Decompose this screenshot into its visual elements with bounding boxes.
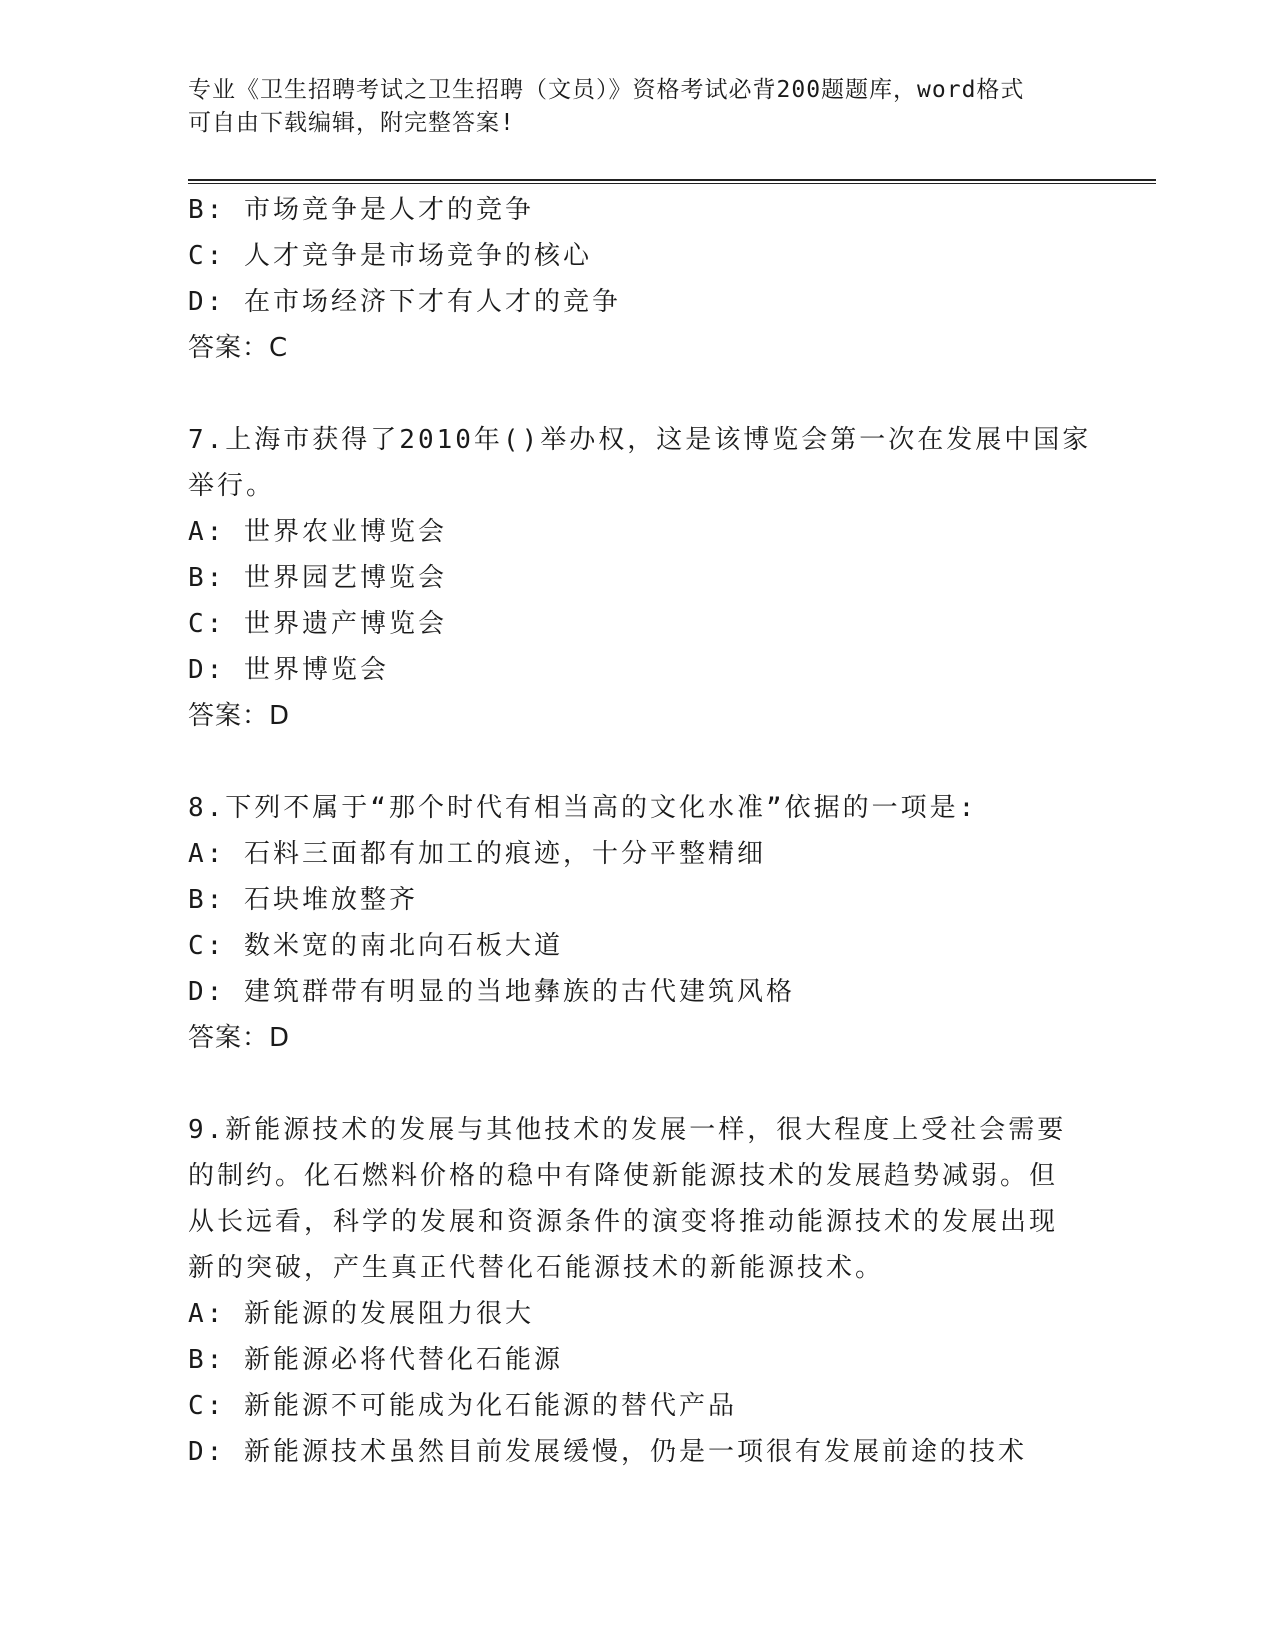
option-a: A: 新能源的发展阻力很大 — [188, 1299, 534, 1329]
question-stem: 举行。 — [188, 471, 276, 501]
option-b: B: 市场竞争是人才的竞争 — [188, 195, 534, 225]
header-title-line-1: 专业《卫生招聘考试之卫生招聘（文员）》资格考试必背200题题库，word格式 — [188, 77, 1025, 103]
option-b: B: 世界园艺博览会 — [188, 563, 447, 593]
answer: 答案：C — [188, 333, 289, 363]
question-8 — [188, 785, 1088, 1061]
question-9 — [188, 1107, 1088, 1475]
spacer — [188, 1061, 1088, 1107]
option-c: C: 世界遗产博览会 — [188, 609, 447, 639]
question-7 — [188, 417, 1092, 739]
option-c: C: 新能源不可能成为化石能源的替代产品 — [188, 1391, 737, 1421]
option-b: B: 石块堆放整齐 — [188, 885, 418, 915]
question-stem: 9.新能源技术的发展与其他技术的发展一样，很大程度上受社会需要 — [188, 1115, 1067, 1145]
spacer — [188, 739, 1088, 785]
question-list — [188, 187, 1092, 1475]
option-c: C: 数米宽的南北向石板大道 — [188, 931, 563, 961]
option-d: D: 在市场经济下才有人才的竞争 — [188, 287, 621, 317]
option-a: A: 世界农业博览会 — [188, 517, 447, 547]
answer: 答案：D — [188, 1023, 291, 1053]
option-d: D: 建筑群带有明显的当地彝族的古代建筑风格 — [188, 977, 795, 1007]
header-divider — [188, 179, 1156, 184]
option-c: C: 人才竞争是市场竞争的核心 — [188, 241, 592, 271]
option-a: A: 石料三面都有加工的痕迹，十分平整精细 — [188, 839, 766, 869]
answer: 答案：D — [188, 701, 291, 731]
question-stem: 从长远看，科学的发展和资源条件的演变将推动能源技术的发展出现 — [188, 1207, 1059, 1237]
question-stem: 的制约。化石燃料价格的稳中有降使新能源技术的发展趋势减弱。但 — [188, 1161, 1059, 1191]
header-title-line-2: 可自由下载编辑，附完整答案! — [188, 110, 515, 136]
question-6-continued — [188, 187, 1088, 371]
option-b: B: 新能源必将代替化石能源 — [188, 1345, 563, 1375]
page-header — [188, 74, 1068, 140]
question-stem: 8.下列不属于“那个时代有相当高的文化水准”依据的一项是: — [188, 793, 978, 823]
spacer — [188, 371, 1088, 417]
question-stem: 7.上海市获得了2010年()举办权，这是该博览会第一次在发展中国家 — [188, 425, 1092, 455]
question-stem: 新的突破，产生真正代替化石能源技术的新能源技术。 — [188, 1253, 885, 1283]
option-d: D: 新能源技术虽然目前发展缓慢，仍是一项很有发展前途的技术 — [188, 1437, 1027, 1467]
option-d: D: 世界博览会 — [188, 655, 389, 685]
